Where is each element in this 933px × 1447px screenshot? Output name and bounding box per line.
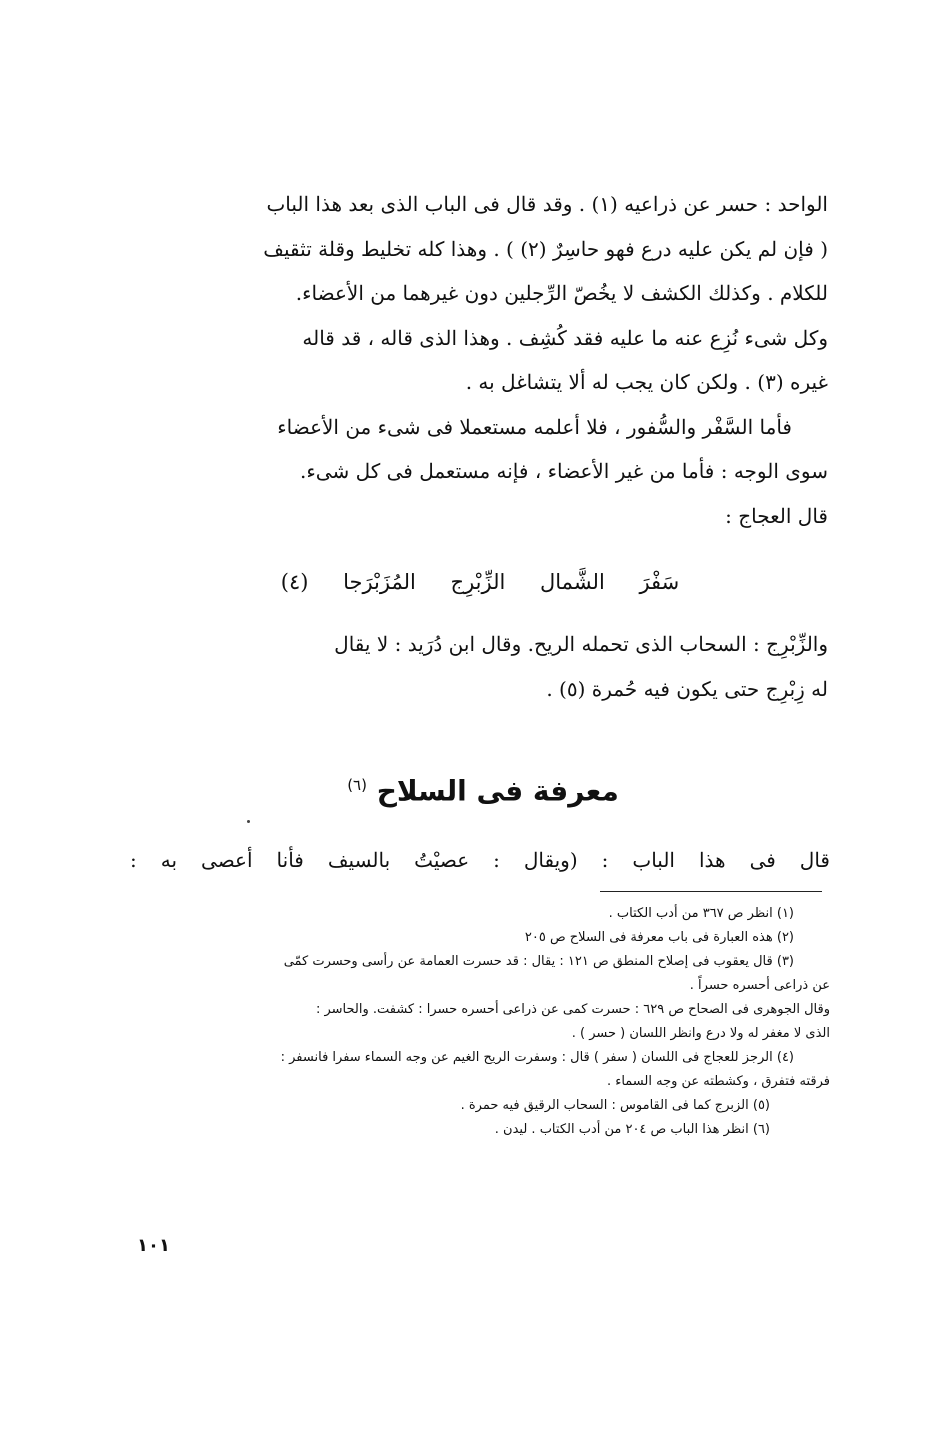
section-heading-note: (٦) [347, 776, 367, 794]
main-text-block [138, 182, 828, 538]
footnote-item: (٢) هذه العبارة فى باب معرفة فى السلاح ص ٢٠٥ [524, 930, 794, 945]
footnote-item: (٥) الزبرج كما فى القاموس : السحاب الرقيق فيه حمرة . [460, 1098, 770, 1113]
text-line: فأما السَّفْر والسُّفور ، فلا أعلمه مستعملا فى شىء من الأعضاء [277, 414, 792, 439]
text-line: للكلام . وكذلك الكشف لا يخُصّ الرِّجلين دون غيرهما من الأعضاء. [295, 281, 828, 305]
section-heading [138, 760, 828, 816]
verse-line: سَفْرَ الشَّمال الزِّبْرِج المُزَبْرَجا (٤) [280, 570, 680, 594]
text-line: وكل شىء نُزِع عنه ما عليه فقد كُشِف . وهذا الذى قاله ، قد قاله [302, 325, 828, 350]
text-line: ( فإن لم يكن عليه درع فهو حاسِرٌ (٢) ) . وهذا كله تخليط وقلة تثقيف [263, 236, 828, 261]
intro-line: قال فى هذا الباب : (ويقال : عصيْتُ بالسيف فأنا أعصى به : [130, 848, 830, 872]
footnote-divider [600, 891, 822, 892]
footnote-item: (٤) الرجز للعجاج فى اللسان ( سفر ) قال : وسفرت الريح الغيم عن وجه السماء سفرا فانسفر : [280, 1050, 794, 1065]
text-line: الواحد : حسر عن ذراعيه (١) . وقد قال فى الباب الذى بعد هذا الباب [266, 192, 828, 216]
footnote-item: (١) انظر ص ٣٦٧ من أدب الكتاب . [608, 906, 794, 921]
text-line: سوى الوجه : فأما من غير الأعضاء ، فإنه مستعمل فى كل شىء. [300, 459, 828, 483]
text-line: والزِّبْرِج : السحاب الذى تحمله الريح. وقال ابن دُرَيد : لا يقال [334, 632, 828, 656]
footnote-item: (٦) انظر هذا الباب ص ٢٠٤ من أدب الكتاب . ليدن . [494, 1122, 770, 1137]
footnote-continuation: الذى لا مغفر له ولا درع وانظر اللسان ( حسر ) . [571, 1026, 830, 1041]
footnote-item: وقال الجوهرى فى الصحاح ص ٦٢٩ : حسرت كمى عن ذراعى أحسره حسرا : كشفت. والحاسر : [315, 1002, 830, 1017]
footnote-continuation: فرقته فتفرق ، وكشطته عن وجه السماء . [606, 1074, 830, 1089]
page-number: ١٠١ [137, 1235, 170, 1256]
section-heading-title: معرفة فى السلاح [376, 774, 619, 808]
text-line: غيره (٣) . ولكن كان يجب له ألا يتشاغل به . [465, 370, 828, 394]
footnote-item: (٣) قال يعقوب فى إصلاح المنطق ص ١٢١ : يقال : قد حسرت العمامة عن رأسى وحسرت كمّى [283, 954, 794, 969]
text-line: له زِبْرِج حتى يكون فيه حُمرة (٥) . [546, 676, 828, 701]
main-text-block-2 [138, 622, 828, 711]
footnote-continuation: عن ذراعى أحسره حسراً . [689, 978, 830, 993]
footnotes [130, 902, 830, 1142]
text-line: قال العجاج : [725, 503, 828, 528]
dot-mark [247, 820, 250, 823]
